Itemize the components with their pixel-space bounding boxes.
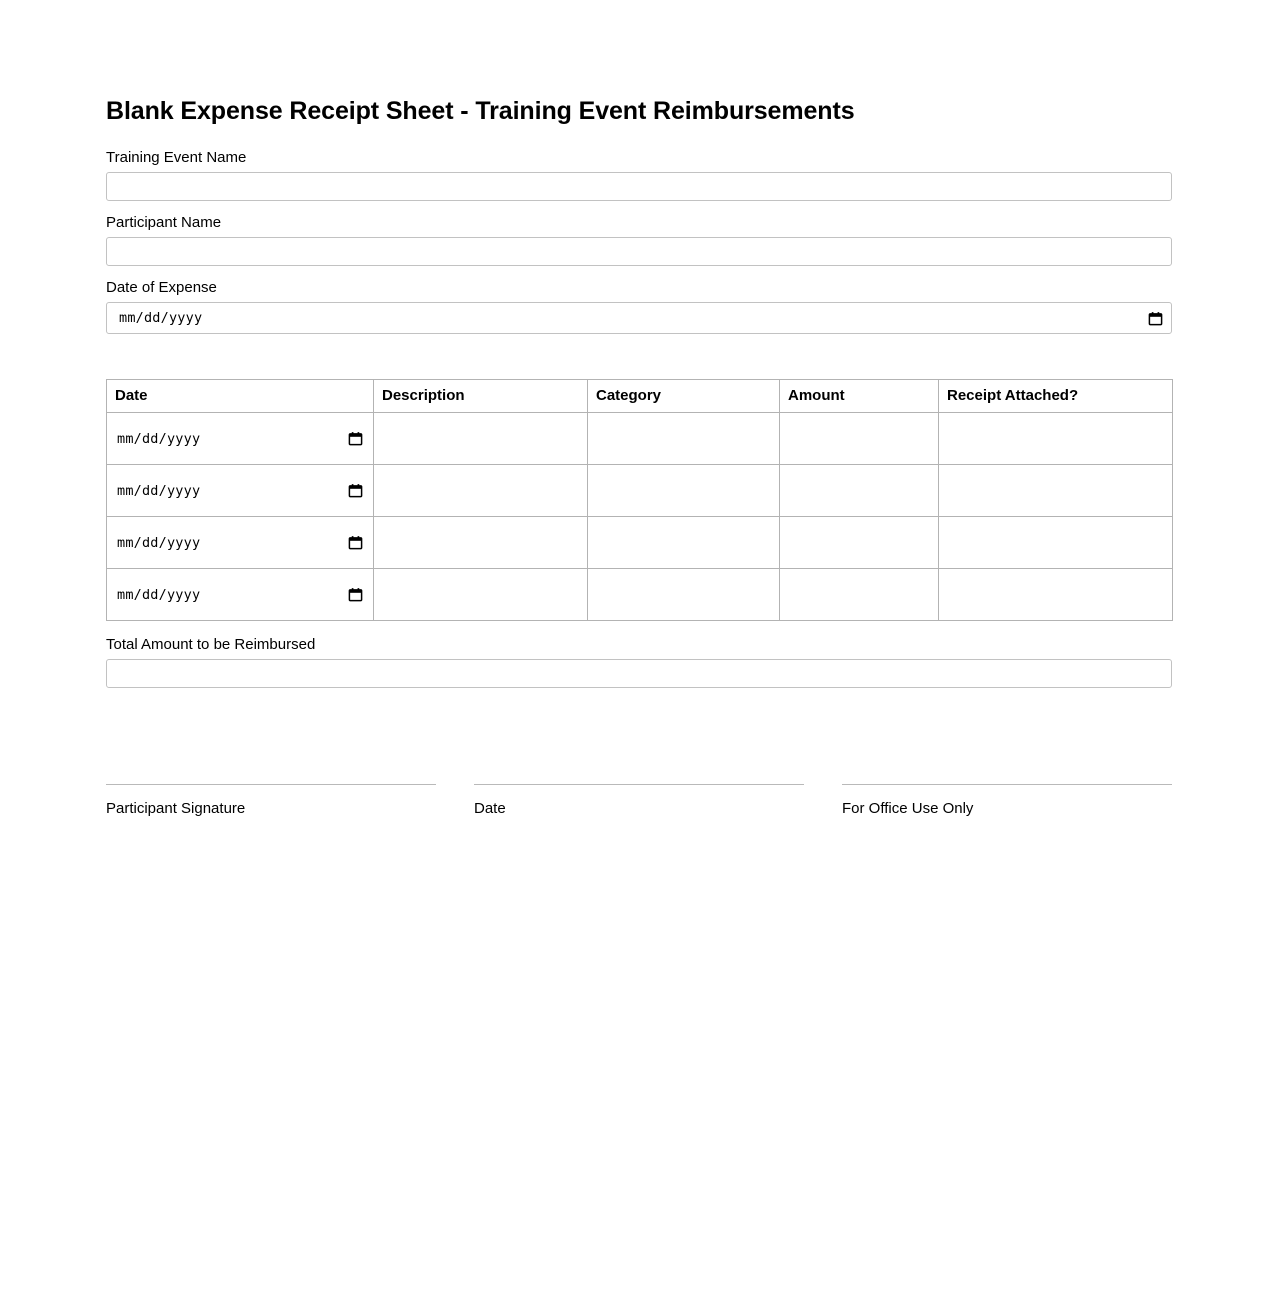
signature-label-date: Date [474, 800, 506, 817]
cell-amount [780, 413, 939, 465]
training-event-name-label: Training Event Name [106, 149, 247, 166]
column-header-date: Date [107, 380, 374, 413]
table-header-row [107, 380, 1173, 413]
row-date-placeholder: mm/dd/yyyy [117, 586, 201, 603]
row-receipt-attached-input[interactable] [939, 413, 1172, 464]
row-date-placeholder: mm/dd/yyyy [117, 482, 201, 499]
cell-date [107, 465, 374, 517]
row-amount-input[interactable] [780, 465, 938, 516]
signature-line [106, 784, 436, 785]
participant-name-label: Participant Name [106, 214, 222, 231]
table-row [107, 413, 1173, 465]
total-amount-label: Total Amount to be Reimbursed [106, 636, 316, 653]
row-date-input[interactable] [107, 517, 373, 568]
row-category-input[interactable] [588, 413, 779, 464]
calendar-icon[interactable] [348, 587, 363, 602]
signature-line [474, 784, 804, 785]
signature-block-participant [106, 784, 436, 818]
signature-label-office-use: For Office Use Only [842, 800, 974, 817]
column-header-amount: Amount [780, 380, 939, 413]
signature-label-participant: Participant Signature [106, 800, 246, 817]
cell-receipt-attached [939, 413, 1173, 465]
row-date-input[interactable] [107, 569, 373, 620]
row-amount-input[interactable] [780, 517, 938, 568]
field-training-event-name [106, 148, 1172, 201]
field-participant-name [106, 213, 1172, 266]
cell-category [588, 465, 780, 517]
cell-amount [780, 517, 939, 569]
cell-category [588, 517, 780, 569]
cell-description [374, 413, 588, 465]
cell-amount [780, 569, 939, 621]
cell-date [107, 517, 374, 569]
row-date-input[interactable] [107, 465, 373, 516]
column-header-description: Description [374, 380, 588, 413]
date-of-expense-label: Date of Expense [106, 279, 217, 296]
calendar-icon[interactable] [348, 483, 363, 498]
page-title: Blank Expense Receipt Sheet - Training Event Reimbursements [106, 97, 855, 125]
row-description-input[interactable] [374, 569, 587, 620]
signature-row [106, 784, 1172, 818]
date-of-expense-placeholder: mm/dd/yyyy [119, 310, 203, 326]
row-description-input[interactable] [374, 517, 587, 568]
cell-description [374, 465, 588, 517]
row-category-input[interactable] [588, 569, 779, 620]
date-of-expense-input[interactable] [106, 302, 1172, 334]
column-header-category: Category [588, 380, 780, 413]
calendar-icon[interactable] [348, 431, 363, 446]
training-event-name-input[interactable] [106, 172, 1172, 201]
cell-category [588, 569, 780, 621]
row-category-input[interactable] [588, 517, 779, 568]
column-header-receipt: Receipt Attached? [939, 380, 1173, 413]
cell-amount [780, 465, 939, 517]
row-category-input[interactable] [588, 465, 779, 516]
field-total-amount [106, 635, 1172, 688]
row-receipt-attached-input[interactable] [939, 465, 1172, 516]
row-date-placeholder: mm/dd/yyyy [117, 534, 201, 551]
field-date-of-expense [106, 278, 1172, 334]
row-amount-input[interactable] [780, 413, 938, 464]
signature-block-date [474, 784, 804, 818]
row-description-input[interactable] [374, 465, 587, 516]
table-row [107, 569, 1173, 621]
table-row [107, 465, 1173, 517]
expense-line-items-table [106, 379, 1173, 621]
cell-description [374, 517, 588, 569]
row-date-input[interactable] [107, 413, 373, 464]
row-receipt-attached-input[interactable] [939, 569, 1172, 620]
cell-receipt-attached [939, 517, 1173, 569]
total-amount-input[interactable] [106, 659, 1172, 688]
table-row [107, 517, 1173, 569]
table-spacer [106, 346, 1172, 379]
participant-name-input[interactable] [106, 237, 1172, 266]
calendar-icon[interactable] [1148, 311, 1163, 326]
signature-block-office-use [842, 784, 1172, 818]
row-amount-input[interactable] [780, 569, 938, 620]
cell-date [107, 569, 374, 621]
signature-line [842, 784, 1172, 785]
row-receipt-attached-input[interactable] [939, 517, 1172, 568]
cell-category [588, 413, 780, 465]
cell-receipt-attached [939, 465, 1173, 517]
calendar-icon[interactable] [348, 535, 363, 550]
cell-receipt-attached [939, 569, 1173, 621]
row-date-placeholder: mm/dd/yyyy [117, 430, 201, 447]
expense-sheet [106, 96, 1172, 700]
cell-description [374, 569, 588, 621]
row-description-input[interactable] [374, 413, 587, 464]
cell-date [107, 413, 374, 465]
